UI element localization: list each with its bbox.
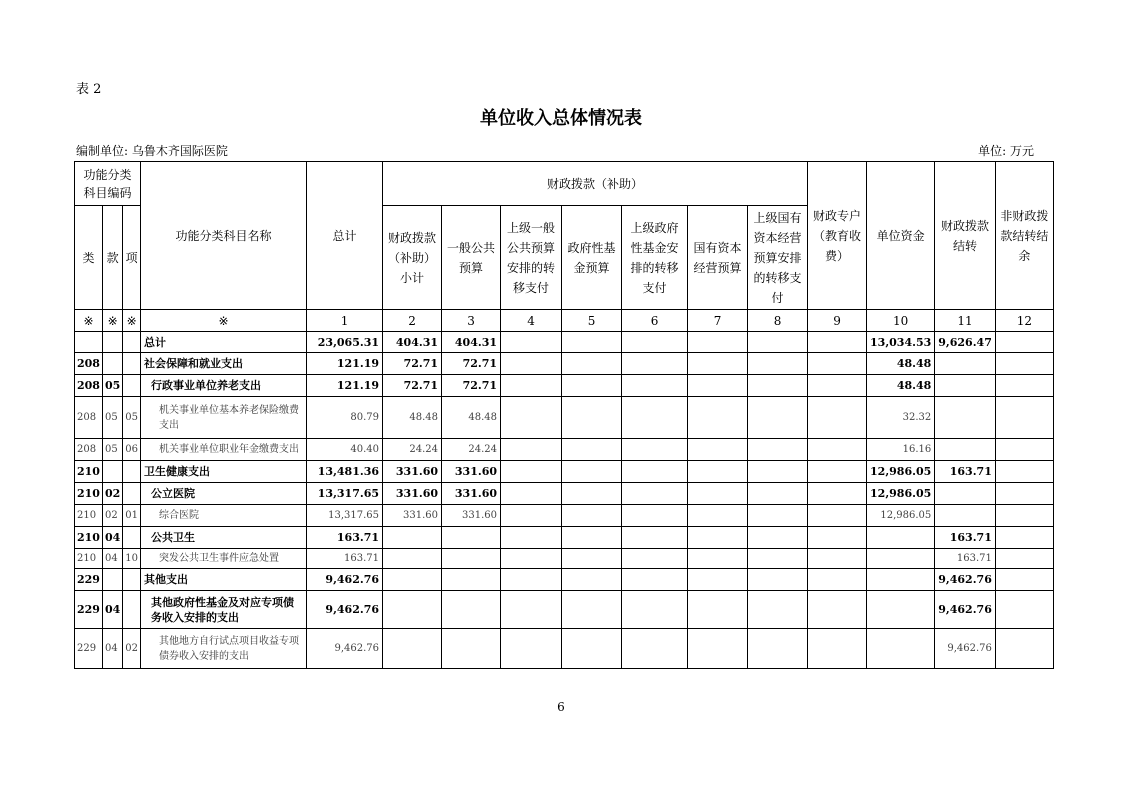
subject-name: 突发公共卫生事件应急处置 <box>141 549 307 569</box>
table-row <box>75 461 1054 483</box>
value-cell <box>748 483 808 505</box>
index-num: 11 <box>935 310 996 332</box>
value-cell <box>748 461 808 483</box>
value-cell <box>867 629 935 669</box>
value-cell <box>995 397 1053 439</box>
index-num: 6 <box>622 310 688 332</box>
value-cell: 12,986.05 <box>867 483 935 505</box>
value-cell: 331.60 <box>442 483 501 505</box>
value-cell <box>995 569 1053 591</box>
value-cell <box>867 549 935 569</box>
value-cell <box>562 629 622 669</box>
header-lei: 类 <box>75 206 103 310</box>
value-cell <box>622 353 688 375</box>
code-lei: 229 <box>75 591 103 629</box>
value-cell <box>748 549 808 569</box>
code-lei: 210 <box>75 483 103 505</box>
value-cell <box>442 591 501 629</box>
table-row <box>75 505 1054 527</box>
value-cell: 163.71 <box>935 461 996 483</box>
value-cell <box>808 439 867 461</box>
value-cell <box>867 527 935 549</box>
value-cell: 80.79 <box>307 397 383 439</box>
table-row <box>75 439 1054 461</box>
value-cell: 331.60 <box>442 461 501 483</box>
value-cell <box>995 461 1053 483</box>
header-upper-general: 上级一般公共预算安排的转移支付 <box>501 206 562 310</box>
code-lei: 210 <box>75 527 103 549</box>
value-cell <box>688 569 748 591</box>
value-cell: 163.71 <box>935 527 996 549</box>
code-kuan: 02 <box>102 483 122 505</box>
value-cell <box>562 591 622 629</box>
value-cell <box>688 353 748 375</box>
header-func-code: 功能分类科目编码 <box>75 162 141 206</box>
value-cell <box>622 375 688 397</box>
code-kuan: 04 <box>102 591 122 629</box>
subject-name: 其他支出 <box>141 569 307 591</box>
value-cell <box>935 353 996 375</box>
value-cell <box>501 353 562 375</box>
code-kuan: 04 <box>102 527 122 549</box>
value-cell: 9,462.76 <box>935 629 996 669</box>
value-cell: 23,065.31 <box>307 332 383 353</box>
value-cell: 404.31 <box>383 332 442 353</box>
index-mark: ※ <box>141 310 307 332</box>
value-cell <box>383 591 442 629</box>
code-lei: 208 <box>75 353 103 375</box>
index-num: 10 <box>867 310 935 332</box>
header-kuan: 款 <box>102 206 122 310</box>
value-cell <box>562 397 622 439</box>
header-upper-state-capital: 上级国有资本经营预算安排的转移支付 <box>748 206 808 310</box>
value-cell: 9,462.76 <box>307 569 383 591</box>
subject-name: 公立医院 <box>141 483 307 505</box>
value-cell <box>501 527 562 549</box>
value-cell <box>808 461 867 483</box>
value-cell: 13,317.65 <box>307 505 383 527</box>
value-cell <box>867 569 935 591</box>
subject-name: 卫生健康支出 <box>141 461 307 483</box>
code-kuan: 05 <box>102 397 122 439</box>
value-cell <box>501 591 562 629</box>
subject-name: 机关事业单位基本养老保险缴费支出 <box>141 397 307 439</box>
table-row <box>75 353 1054 375</box>
value-cell <box>748 629 808 669</box>
code-xiang <box>123 332 141 353</box>
code-lei: 208 <box>75 375 103 397</box>
subject-name: 综合医院 <box>141 505 307 527</box>
code-xiang: 06 <box>123 439 141 461</box>
header-fiscal-carryover: 财政拨款结转 <box>935 162 996 310</box>
value-cell <box>808 397 867 439</box>
table-body <box>75 332 1054 669</box>
value-cell: 163.71 <box>935 549 996 569</box>
value-cell <box>867 591 935 629</box>
value-cell <box>622 332 688 353</box>
index-num: 7 <box>688 310 748 332</box>
code-kuan <box>102 332 122 353</box>
value-cell <box>622 629 688 669</box>
value-cell: 163.71 <box>307 549 383 569</box>
value-cell <box>562 549 622 569</box>
code-xiang <box>123 591 141 629</box>
value-cell <box>995 439 1053 461</box>
value-cell <box>808 353 867 375</box>
code-xiang <box>123 569 141 591</box>
value-cell <box>995 353 1053 375</box>
value-cell: 72.71 <box>442 375 501 397</box>
code-kuan <box>102 353 122 375</box>
value-cell: 72.71 <box>383 353 442 375</box>
code-lei: 229 <box>75 629 103 669</box>
header-unit-funds: 单位资金 <box>867 162 935 310</box>
code-lei: 210 <box>75 461 103 483</box>
value-cell: 9,462.76 <box>935 569 996 591</box>
value-cell: 72.71 <box>442 353 501 375</box>
value-cell <box>748 505 808 527</box>
value-cell <box>442 527 501 549</box>
header-fiscal-subtotal: 财政拨款（补助）小计 <box>383 206 442 310</box>
subject-name: 其他政府性基金及对应专项债务收入安排的支出 <box>141 591 307 629</box>
code-lei: 210 <box>75 549 103 569</box>
value-cell <box>688 332 748 353</box>
index-mark: ※ <box>75 310 103 332</box>
code-xiang: 01 <box>123 505 141 527</box>
value-cell <box>688 505 748 527</box>
value-cell <box>808 569 867 591</box>
value-cell <box>688 397 748 439</box>
code-kuan: 04 <box>102 549 122 569</box>
header-xiang: 项 <box>123 206 141 310</box>
index-num: 9 <box>808 310 867 332</box>
value-cell <box>383 527 442 549</box>
table-row <box>75 549 1054 569</box>
value-cell: 13,481.36 <box>307 461 383 483</box>
index-num: 8 <box>748 310 808 332</box>
table-row <box>75 332 1054 353</box>
table-row <box>75 397 1054 439</box>
value-cell: 40.40 <box>307 439 383 461</box>
page-title: 单位收入总体情况表 <box>480 108 642 129</box>
currency-unit: 单位: 万元 <box>978 144 1034 158</box>
value-cell <box>622 397 688 439</box>
header-gov-fund: 政府性基金预算 <box>562 206 622 310</box>
value-cell <box>995 549 1053 569</box>
value-cell <box>622 505 688 527</box>
value-cell <box>501 483 562 505</box>
value-cell <box>442 629 501 669</box>
value-cell <box>442 569 501 591</box>
value-cell <box>622 527 688 549</box>
code-lei: 229 <box>75 569 103 591</box>
value-cell <box>622 483 688 505</box>
value-cell: 163.71 <box>307 527 383 549</box>
value-cell <box>995 505 1053 527</box>
value-cell <box>808 549 867 569</box>
value-cell: 13,317.65 <box>307 483 383 505</box>
value-cell <box>562 439 622 461</box>
value-cell <box>501 332 562 353</box>
income-summary-table <box>74 161 1054 669</box>
value-cell <box>808 375 867 397</box>
value-cell <box>688 629 748 669</box>
code-xiang <box>123 353 141 375</box>
value-cell <box>995 483 1053 505</box>
header-total: 总计 <box>307 162 383 310</box>
value-cell <box>562 569 622 591</box>
value-cell <box>808 629 867 669</box>
value-cell: 72.71 <box>383 375 442 397</box>
value-cell <box>622 549 688 569</box>
value-cell <box>501 549 562 569</box>
index-num: 2 <box>383 310 442 332</box>
header-func-name: 功能分类科目名称 <box>141 162 307 310</box>
value-cell <box>688 461 748 483</box>
index-num: 4 <box>501 310 562 332</box>
table-row <box>75 527 1054 549</box>
header-fiscal-group: 财政拨款（补助） <box>383 162 808 206</box>
index-mark: ※ <box>123 310 141 332</box>
compiler-unit: 编制单位: 乌鲁木齐国际医院 <box>76 144 228 158</box>
code-lei: 208 <box>75 397 103 439</box>
value-cell: 331.60 <box>383 505 442 527</box>
value-cell <box>748 397 808 439</box>
value-cell <box>501 569 562 591</box>
value-cell <box>935 439 996 461</box>
value-cell <box>562 332 622 353</box>
code-xiang: 05 <box>123 397 141 439</box>
index-num: 1 <box>307 310 383 332</box>
code-kuan <box>102 569 122 591</box>
value-cell <box>383 569 442 591</box>
value-cell <box>808 527 867 549</box>
table-row <box>75 483 1054 505</box>
header-general-public: 一般公共预算 <box>442 206 501 310</box>
value-cell: 12,986.05 <box>867 461 935 483</box>
value-cell <box>622 439 688 461</box>
value-cell <box>501 505 562 527</box>
value-cell: 9,462.76 <box>307 591 383 629</box>
value-cell: 48.48 <box>867 353 935 375</box>
index-num: 12 <box>995 310 1053 332</box>
table-row <box>75 569 1054 591</box>
value-cell <box>808 505 867 527</box>
table-row <box>75 591 1054 629</box>
value-cell <box>688 483 748 505</box>
code-kuan: 04 <box>102 629 122 669</box>
code-lei <box>75 332 103 353</box>
value-cell <box>748 353 808 375</box>
header-special-edu: 财政专户（教育收费） <box>808 162 867 310</box>
value-cell <box>808 483 867 505</box>
subject-name: 其他地方自行试点项目收益专项债券收入安排的支出 <box>141 629 307 669</box>
index-num: 3 <box>442 310 501 332</box>
code-lei: 210 <box>75 505 103 527</box>
code-kuan: 05 <box>102 375 122 397</box>
value-cell <box>501 629 562 669</box>
value-cell <box>383 549 442 569</box>
header-nonfiscal-carryover: 非财政拨款结转结余 <box>995 162 1053 310</box>
value-cell: 24.24 <box>442 439 501 461</box>
value-cell <box>622 461 688 483</box>
code-xiang <box>123 527 141 549</box>
value-cell <box>562 483 622 505</box>
value-cell <box>748 591 808 629</box>
value-cell: 331.60 <box>442 505 501 527</box>
value-cell: 12,986.05 <box>867 505 935 527</box>
value-cell: 9,462.76 <box>307 629 383 669</box>
value-cell <box>562 505 622 527</box>
value-cell <box>995 375 1053 397</box>
value-cell <box>748 439 808 461</box>
subject-name: 行政事业单位养老支出 <box>141 375 307 397</box>
value-cell: 48.48 <box>383 397 442 439</box>
value-cell <box>935 505 996 527</box>
page-number: 6 <box>557 700 565 714</box>
table-row <box>75 629 1054 669</box>
value-cell: 331.60 <box>383 461 442 483</box>
value-cell <box>501 461 562 483</box>
value-cell: 13,034.53 <box>867 332 935 353</box>
value-cell <box>748 569 808 591</box>
value-cell <box>995 527 1053 549</box>
code-kuan <box>102 461 122 483</box>
code-xiang <box>123 483 141 505</box>
index-num: 5 <box>562 310 622 332</box>
code-xiang <box>123 375 141 397</box>
code-lei: 208 <box>75 439 103 461</box>
value-cell <box>808 591 867 629</box>
subject-name: 社会保障和就业支出 <box>141 353 307 375</box>
value-cell <box>501 397 562 439</box>
value-cell <box>935 375 996 397</box>
value-cell <box>808 332 867 353</box>
value-cell <box>995 332 1053 353</box>
value-cell <box>562 527 622 549</box>
value-cell <box>688 527 748 549</box>
table-number: 表 2 <box>76 82 102 97</box>
value-cell: 24.24 <box>383 439 442 461</box>
value-cell <box>688 375 748 397</box>
value-cell: 48.48 <box>442 397 501 439</box>
value-cell <box>562 375 622 397</box>
value-cell: 9,462.76 <box>935 591 996 629</box>
value-cell <box>501 375 562 397</box>
value-cell <box>688 439 748 461</box>
value-cell <box>622 569 688 591</box>
value-cell <box>995 629 1053 669</box>
value-cell: 9,626.47 <box>935 332 996 353</box>
value-cell <box>622 591 688 629</box>
value-cell <box>748 332 808 353</box>
code-kuan: 02 <box>102 505 122 527</box>
value-cell: 331.60 <box>383 483 442 505</box>
index-mark: ※ <box>102 310 122 332</box>
value-cell <box>748 375 808 397</box>
value-cell <box>935 397 996 439</box>
code-xiang: 02 <box>123 629 141 669</box>
value-cell <box>995 591 1053 629</box>
header-upper-gov-fund: 上级政府性基金安排的转移支付 <box>622 206 688 310</box>
value-cell <box>935 483 996 505</box>
code-xiang <box>123 461 141 483</box>
value-cell: 121.19 <box>307 375 383 397</box>
table-row <box>75 375 1054 397</box>
subject-name: 公共卫生 <box>141 527 307 549</box>
value-cell: 32.32 <box>867 397 935 439</box>
header-state-capital: 国有资本经营预算 <box>688 206 748 310</box>
value-cell: 121.19 <box>307 353 383 375</box>
value-cell: 48.48 <box>867 375 935 397</box>
value-cell <box>688 549 748 569</box>
value-cell <box>442 549 501 569</box>
value-cell <box>688 591 748 629</box>
value-cell <box>562 353 622 375</box>
code-kuan: 05 <box>102 439 122 461</box>
value-cell: 16.16 <box>867 439 935 461</box>
value-cell: 404.31 <box>442 332 501 353</box>
subject-name: 总计 <box>141 332 307 353</box>
code-xiang: 10 <box>123 549 141 569</box>
value-cell <box>562 461 622 483</box>
subject-name: 机关事业单位职业年金缴费支出 <box>141 439 307 461</box>
value-cell <box>748 527 808 549</box>
value-cell <box>501 439 562 461</box>
value-cell <box>383 629 442 669</box>
